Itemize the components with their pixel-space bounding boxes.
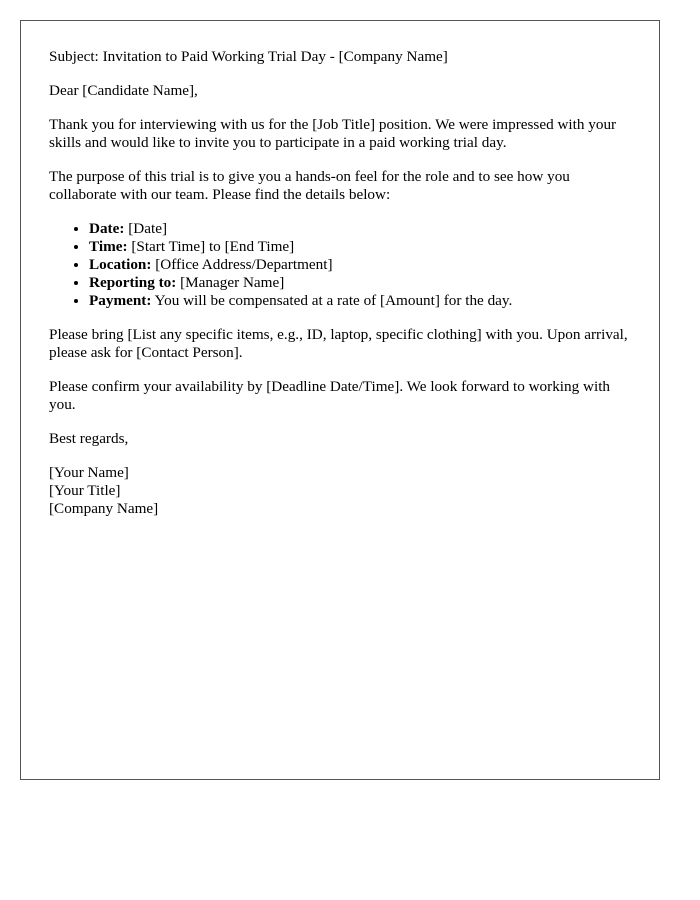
letter-page	[20, 20, 660, 780]
signature-title: [Your Title]	[49, 482, 121, 499]
intro-paragraph: Thank you for interviewing with us for the [Job Title] position. We were impressed with your skills and would like to invite you to participate in a paid working trial day.	[49, 116, 617, 151]
detail-value: [Date]	[124, 220, 168, 237]
details-list	[49, 220, 631, 310]
purpose-paragraph: The purpose of this trial is to give you a hands-on feel for the role and to see how you collaborate with our team. Please find the details below:	[49, 168, 570, 203]
greeting: Dear [Candidate Name],	[49, 82, 198, 99]
detail-value: [Office Address/Department]	[151, 256, 333, 273]
detail-label: Reporting to:	[89, 274, 177, 291]
detail-label: Payment:	[89, 292, 152, 309]
signature-company: [Company Name]	[49, 500, 159, 517]
items-paragraph: Please bring [List any specific items, e.g., ID, laptop, specific clothing] with you. Upon arrival, please ask for [Contact Person].	[49, 326, 628, 361]
detail-value: [Manager Name]	[176, 274, 285, 291]
detail-label: Location:	[89, 256, 152, 273]
detail-location	[89, 256, 631, 274]
detail-time	[89, 238, 631, 256]
signature-block	[49, 464, 631, 518]
detail-label: Date:	[89, 220, 125, 237]
detail-reporting	[89, 274, 631, 292]
detail-date	[89, 220, 631, 238]
detail-label: Time:	[89, 238, 128, 255]
detail-value: You will be compensated at a rate of [Amount] for the day.	[151, 292, 513, 309]
subject-line: Subject: Invitation to Paid Working Trial Day - [Company Name]	[49, 48, 448, 65]
signature-name: [Your Name]	[49, 464, 129, 481]
confirm-paragraph: Please confirm your availability by [Deadline Date/Time]. We look forward to working with you.	[49, 378, 611, 413]
detail-value: [Start Time] to [End Time]	[127, 238, 295, 255]
closing: Best regards,	[49, 430, 129, 447]
detail-payment	[89, 292, 631, 310]
